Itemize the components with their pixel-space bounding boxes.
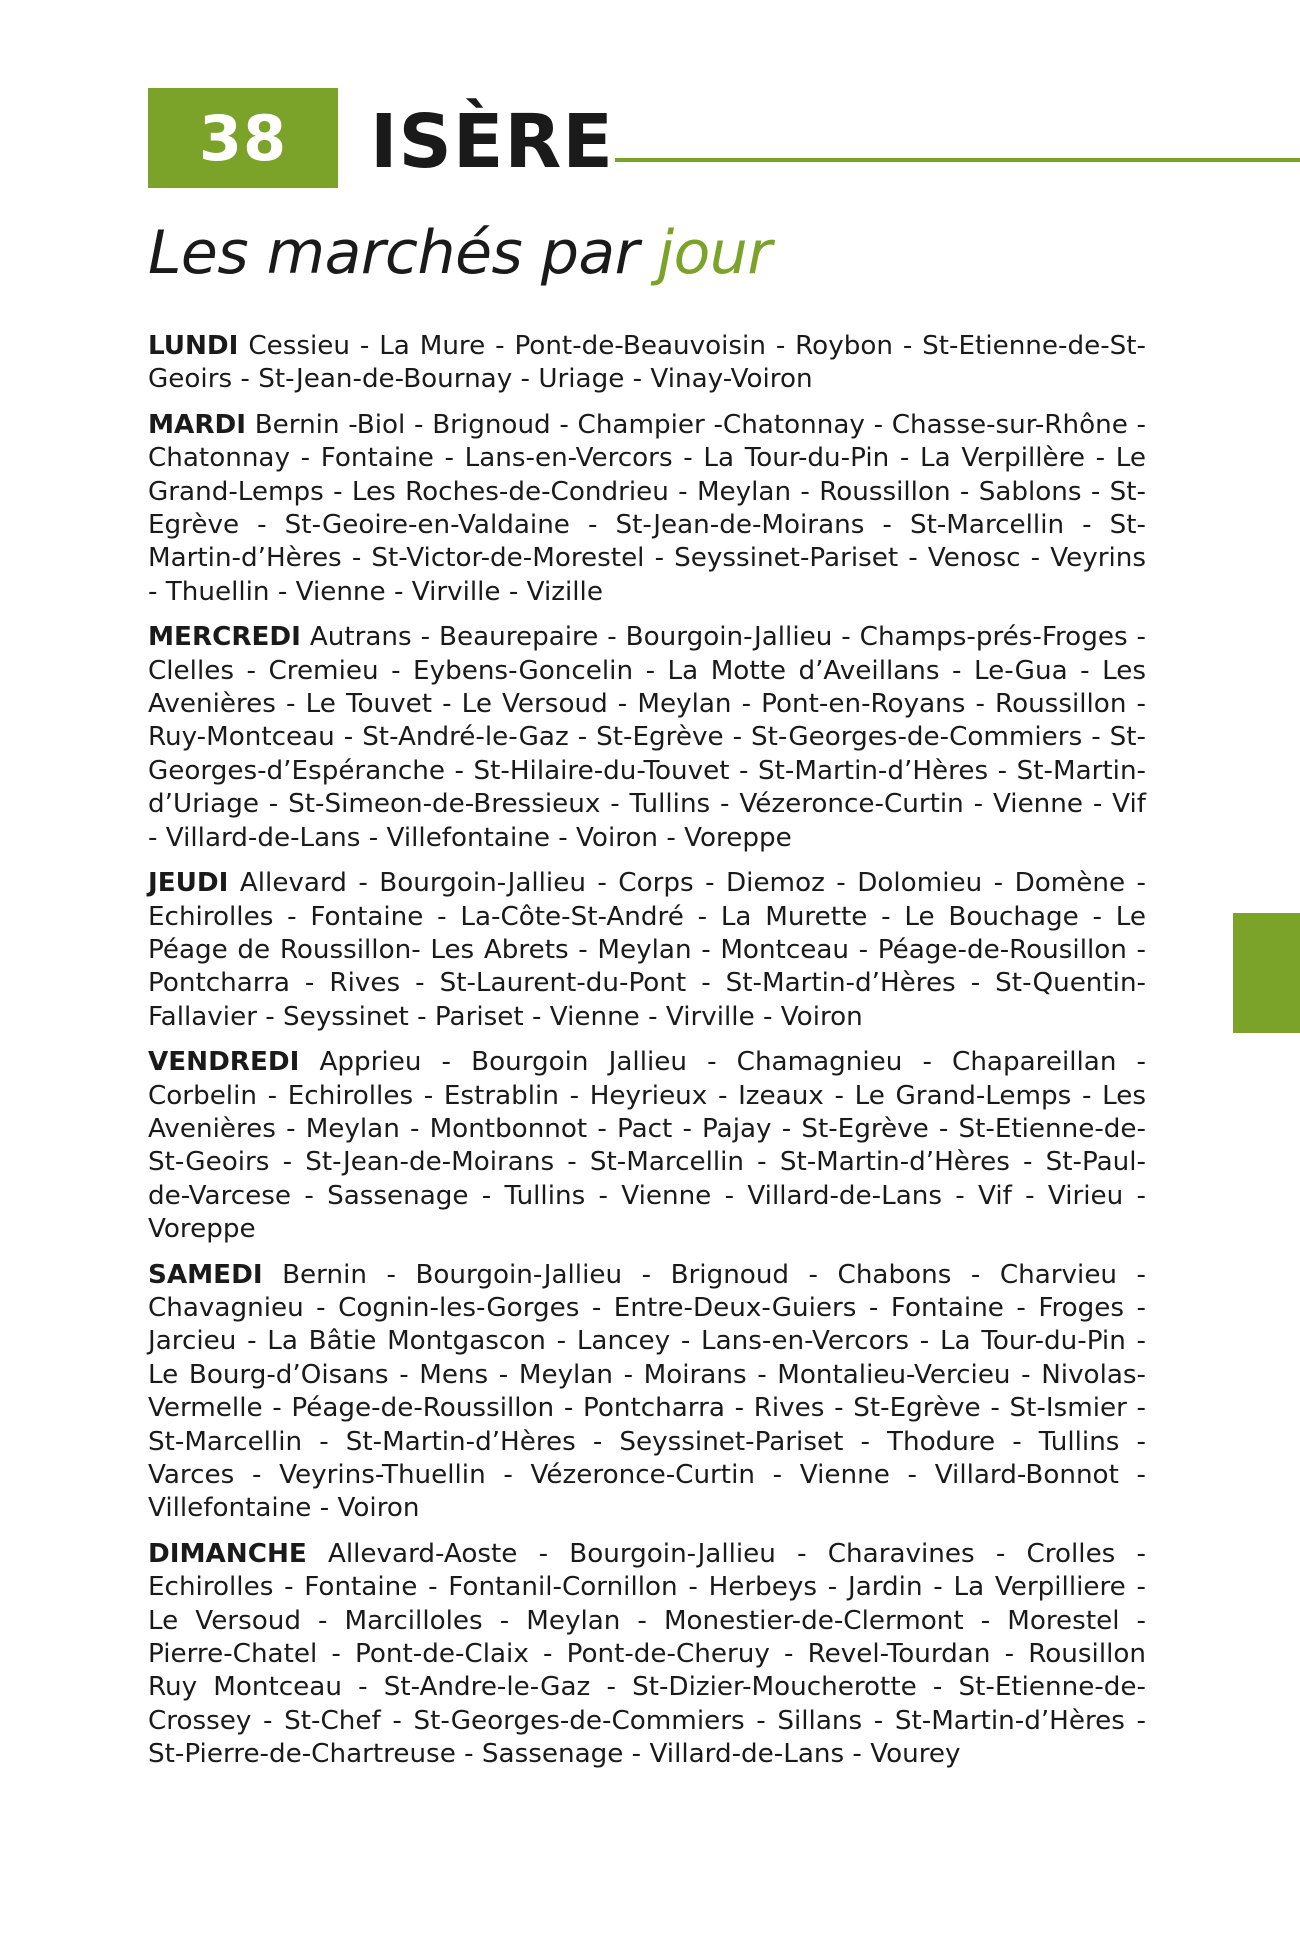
day-block-vendredi (148, 1046, 1146, 1246)
day-block-lundi (148, 330, 1146, 397)
day-label: SAMEDI (148, 1259, 263, 1290)
header-divider (615, 158, 1300, 162)
subtitle-accent: jour (657, 218, 772, 288)
day-towns: Allevard - Bourgoin-Jallieu - Corps - Diemoz - Dolomieu - Domène - Echirolles - Fontaine - La-Côte-St-André - La Murette - Le Bouchage - Le Péage de Roussillon- Les Abrets - Meylan - Montceau - Péage-de-Rousillon - Pontcharra - Rives - St-Laurent-du-Pont - St-Martin-d’Hères - St-Quentin-Fallavier - Seyssinet - Pariset - Vienne - Virville - Voiron (148, 868, 1146, 1032)
department-name: ISÈRE (370, 99, 614, 185)
day-towns: Allevard-Aoste - Bourgoin-Jallieu - Charavines - Crolles - Echirolles - Fontaine - Fontanil-Cornillon - Herbeys - Jardin - La Verpilliere - Le Versoud - Marcilloles - Meylan - Monestier-de-Clermont - Morestel - Pierre-Chatel - Pont-de-Claix - Pont-de-Cheruy - Revel-Tourdan - Rousillon Ruy Montceau - St-Andre-le-Gaz - St-Dizier-Moucherotte - St-Etienne-de-Crossey - St-Chef - St-Georges-de-Commiers - Sillans - St-Martin-d’Hères - St-Pierre-de-Chartreuse - Sassenage - Villard-de-Lans - Vourey (148, 1538, 1146, 1770)
day-block-samedi (148, 1259, 1146, 1526)
page-subtitle (148, 218, 772, 288)
day-label: VENDREDI (148, 1047, 300, 1078)
day-label: DIMANCHE (148, 1538, 307, 1569)
day-label: MERCREDI (148, 622, 301, 653)
day-block-jeudi (148, 867, 1146, 1034)
department-number-badge (148, 88, 338, 188)
day-towns: Autrans - Beaurepaire - Bourgoin-Jallieu - Champs-prés-Froges - Clelles - Cremieu - Eybens-Goncelin - La Motte d’Aveillans - Le-Gua - Les Avenières - Le Touvet - Le Versoud - Meylan - Pont-en-Royans - Roussillon - Ruy-Montceau - St-André-le-Gaz - St-Egrève - St-Georges-de-Commiers - St-Georges-d’Espéranche - St-Hilaire-du-Touvet - St-Martin-d’Hères - St-Martin-d’Uriage - St-Simeon-de-Bressieux - Tullins - Vézeronce-Curtin - Vienne - Vif - Villard-de-Lans - Villefontaine - Voiron - Voreppe (148, 622, 1146, 853)
day-towns: Apprieu - Bourgoin Jallieu - Chamagnieu - Chapareillan - Corbelin - Echirolles - Estrablin - Heyrieux - Izeaux - Le Grand-Lemps - Les Avenières - Meylan - Montbonnot - Pact - Pajay - St-Egrève - St-Etienne-de-St-Geoirs - St-Jean-de-Moirans - St-Marcellin - St-Martin-d’Hères - St-Paul-de-Varcese - Sassenage - Tullins - Vienne - Villard-de-Lans - Vif - Virieu - Voreppe (148, 1047, 1147, 1245)
day-label: LUNDI (148, 331, 239, 361)
day-block-mercredi (148, 621, 1146, 855)
day-label: JEUDI (148, 868, 229, 899)
section-side-tab (1233, 913, 1300, 1033)
market-day-list (148, 330, 1146, 1784)
day-towns: Cessieu - La Mure - Pont-de-Beauvoisin - Roybon - St-Etienne-de-St-Geoirs - St-Jean-de-Bournay - Uriage - Vinay-Voiron (148, 331, 1146, 395)
day-towns: Bernin -Biol - Brignoud - Champier -Chatonnay - Chasse-sur-Rhône - Chatonnay - Fontaine - Lans-en-Vercors - La Tour-du-Pin - La Verpillère - Le Grand-Lemps - Les Roches-de-Condrieu - Meylan - Roussillon - Sablons - St-Egrève - St-Geoire-en-Valdaine - St-Jean-de-Moirans - St-Marcellin - St-Martin-d’Hères - St-Victor-de-Morestel - Seyssinet-Pariset - Venosc - Veyrins - Thuellin - Vienne - Virville - Vizille (148, 409, 1146, 607)
subtitle-main: Les marchés par (148, 218, 658, 288)
department-number: 38 (198, 101, 288, 175)
day-block-mardi (148, 409, 1146, 609)
day-label: MARDI (148, 409, 246, 440)
day-block-dimanche (148, 1538, 1146, 1772)
day-towns: Bernin - Bourgoin-Jallieu - Brignoud - Chabons - Charvieu - Chavagnieu - Cognin-les-Gorges - Entre-Deux-Guiers - Fontaine - Froges - Jarcieu - La Bâtie Montgascon - Lancey - Lans-en-Vercors - La Tour-du-Pin - Le Bourg-d’Oisans - Mens - Meylan - Moirans - Montalieu-Vercieu - Nivolas-Vermelle - Péage-de-Roussillon - Pontcharra - Rives - St-Egrève - St-Ismier - St-Marcellin - St-Martin-d’Hères - Seyssinet-Pariset - Thodure - Tullins - Varces - Veyrins-Thuellin - Vézeronce-Curtin - Vienne - Villard-Bonnot - Villefontaine - Voiron (148, 1259, 1147, 1524)
